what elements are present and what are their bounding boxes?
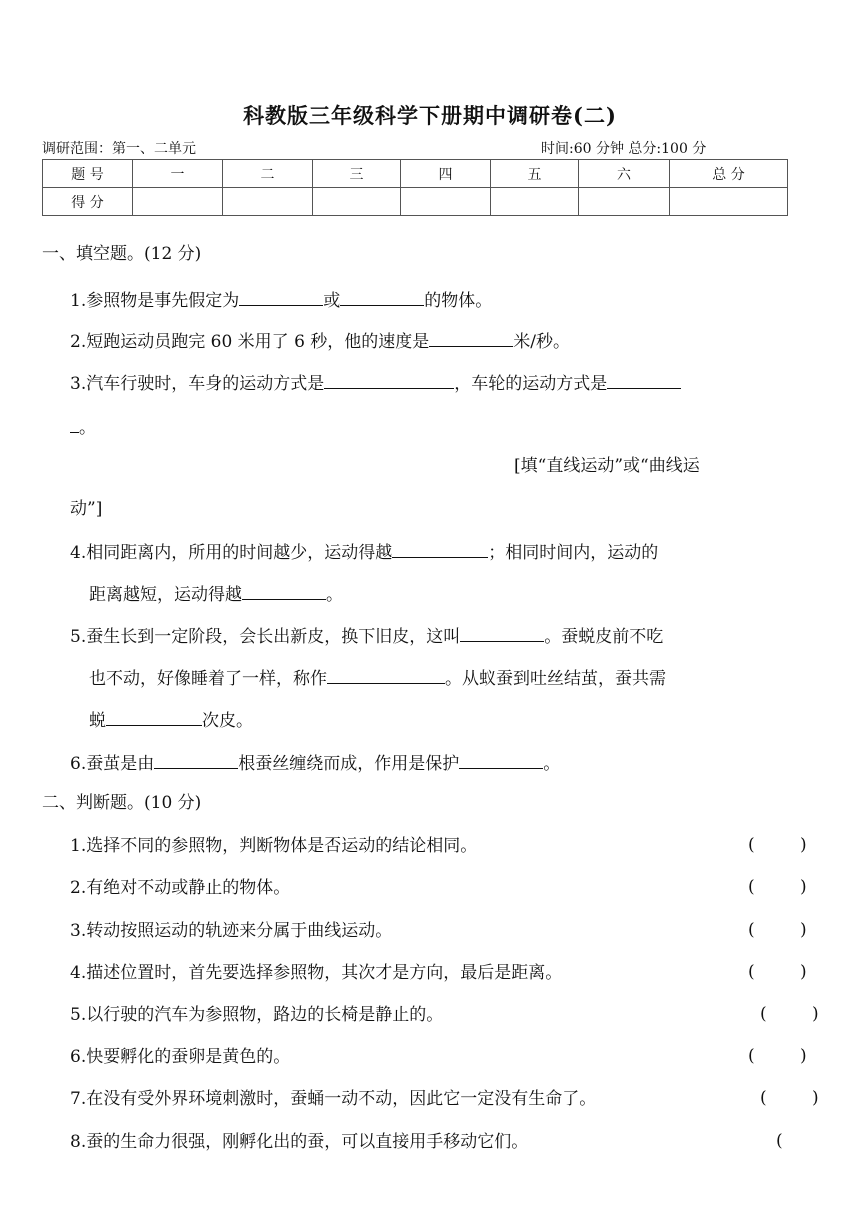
question-2: 2.短跑运动员跑完 60 米用了 6 秒，他的速度是 米/秒。: [70, 328, 570, 353]
answer-blank[interactable]: [460, 623, 544, 642]
score-table: [42, 159, 788, 216]
score-header-cell: 总 分: [670, 160, 788, 188]
score-cell[interactable]: [401, 188, 491, 216]
answer-blank[interactable]: [392, 539, 488, 558]
judge-item: 5.以行驶的汽车为参照物，路边的长椅是静止的。: [70, 1005, 444, 1025]
answer-blank[interactable]: [429, 328, 513, 347]
page-title: 科教版三年级科学下册期中调研卷(二): [243, 103, 617, 128]
answer-paren-open[interactable]: (: [776, 1131, 783, 1151]
score-cell[interactable]: [579, 188, 670, 216]
score-cell[interactable]: [491, 188, 579, 216]
answer-paren-close: ): [812, 1004, 819, 1024]
question-6: 6.蚕茧是由 根蚕丝缠绕而成，作用是保护 。: [70, 750, 560, 775]
answer-blank[interactable]: [607, 370, 681, 389]
answer-paren-close: ): [800, 835, 807, 855]
judge-item: 6.快要孵化的蚕卵是黄色的。: [70, 1047, 291, 1067]
answer-blank[interactable]: [327, 665, 445, 684]
score-header-cell: 一: [133, 160, 223, 188]
question-3-hint-cont: 动”]: [70, 499, 103, 519]
answer-blank[interactable]: [70, 414, 79, 433]
answer-paren-close: ): [800, 920, 807, 940]
judge-item: 7.在没有受外界环境刺激时，蚕蛹一动不动，因此它一定没有生命了。: [70, 1089, 597, 1109]
answer-paren-close: ): [812, 1088, 819, 1108]
question-5-cont2: 蜕 次皮。: [89, 707, 253, 732]
score-header-cell: 二: [223, 160, 313, 188]
exam-scope: 调研范围：第一、二单元: [42, 141, 196, 157]
score-cell[interactable]: [133, 188, 223, 216]
answer-paren-open[interactable]: (: [748, 920, 755, 940]
exam-time-score: 时间:60 分钟 总分:100 分: [541, 141, 707, 157]
answer-paren-open[interactable]: (: [760, 1088, 767, 1108]
answer-paren-close: ): [800, 962, 807, 982]
answer-blank[interactable]: [459, 750, 543, 769]
score-table-score-row: [43, 188, 788, 216]
section-heading: 二、判断题。(10 分): [42, 793, 202, 813]
answer-paren-open[interactable]: (: [748, 962, 755, 982]
score-header-cell: 四: [401, 160, 491, 188]
score-header-cell: 三: [313, 160, 401, 188]
question-4: 4.相同距离内，所用的时间越少，运动得越 ；相同时间内，运动的: [70, 539, 658, 564]
judge-item: 1.选择不同的参照物，判断物体是否运动的结论相同。: [70, 836, 478, 856]
answer-blank[interactable]: [154, 750, 238, 769]
question-3: 3.汽车行驶时，车身的运动方式是 ，车轮的运动方式是: [70, 370, 681, 395]
answer-blank[interactable]: [242, 581, 326, 600]
score-cell[interactable]: [313, 188, 401, 216]
score-header-cell: 题 号: [43, 160, 133, 188]
judge-item: 3.转动按照运动的轨迹来分属于曲线运动。: [70, 921, 393, 941]
answer-blank[interactable]: [239, 287, 323, 306]
score-table-header-row: [43, 160, 788, 188]
score-header-cell: 六: [579, 160, 670, 188]
judge-item: 8.蚕的生命力很强，刚孵化出的蚕，可以直接用手移动它们。: [70, 1132, 529, 1152]
question-4-cont: 距离越短，运动得越 。: [89, 581, 343, 606]
answer-paren-open[interactable]: (: [748, 835, 755, 855]
answer-paren-open[interactable]: (: [760, 1004, 767, 1024]
answer-paren-open[interactable]: (: [748, 877, 755, 897]
question-5-cont: 也不动，好像睡着了一样，称作 。从蚁蚕到吐丝结茧，蚕共需: [89, 665, 666, 690]
answer-blank[interactable]: [324, 370, 454, 389]
section-heading: 一、填空题。(12 分): [42, 244, 202, 264]
score-row-label: 得 分: [43, 188, 133, 216]
question-5: 5.蚕生长到一定阶段，会长出新皮，换下旧皮，这叫 。蚕蜕皮前不吃: [70, 623, 663, 648]
score-cell[interactable]: [670, 188, 788, 216]
answer-paren-close: ): [800, 1046, 807, 1066]
question-3-cont: 。: [70, 414, 96, 439]
answer-blank[interactable]: [340, 287, 424, 306]
answer-blank[interactable]: [106, 707, 202, 726]
answer-paren-open[interactable]: (: [748, 1046, 755, 1066]
question-1: 1.参照物是事先假定为 或 的物体。: [70, 287, 492, 312]
answer-paren-close: ): [800, 877, 807, 897]
judge-item: 2.有绝对不动或静止的物体。: [70, 878, 291, 898]
judge-item: 4.描述位置时，首先要选择参照物，其次才是方向，最后是距离。: [70, 963, 563, 983]
score-cell[interactable]: [223, 188, 313, 216]
question-3-hint: [填“直线运动”或“曲线运: [514, 456, 700, 476]
score-header-cell: 五: [491, 160, 579, 188]
